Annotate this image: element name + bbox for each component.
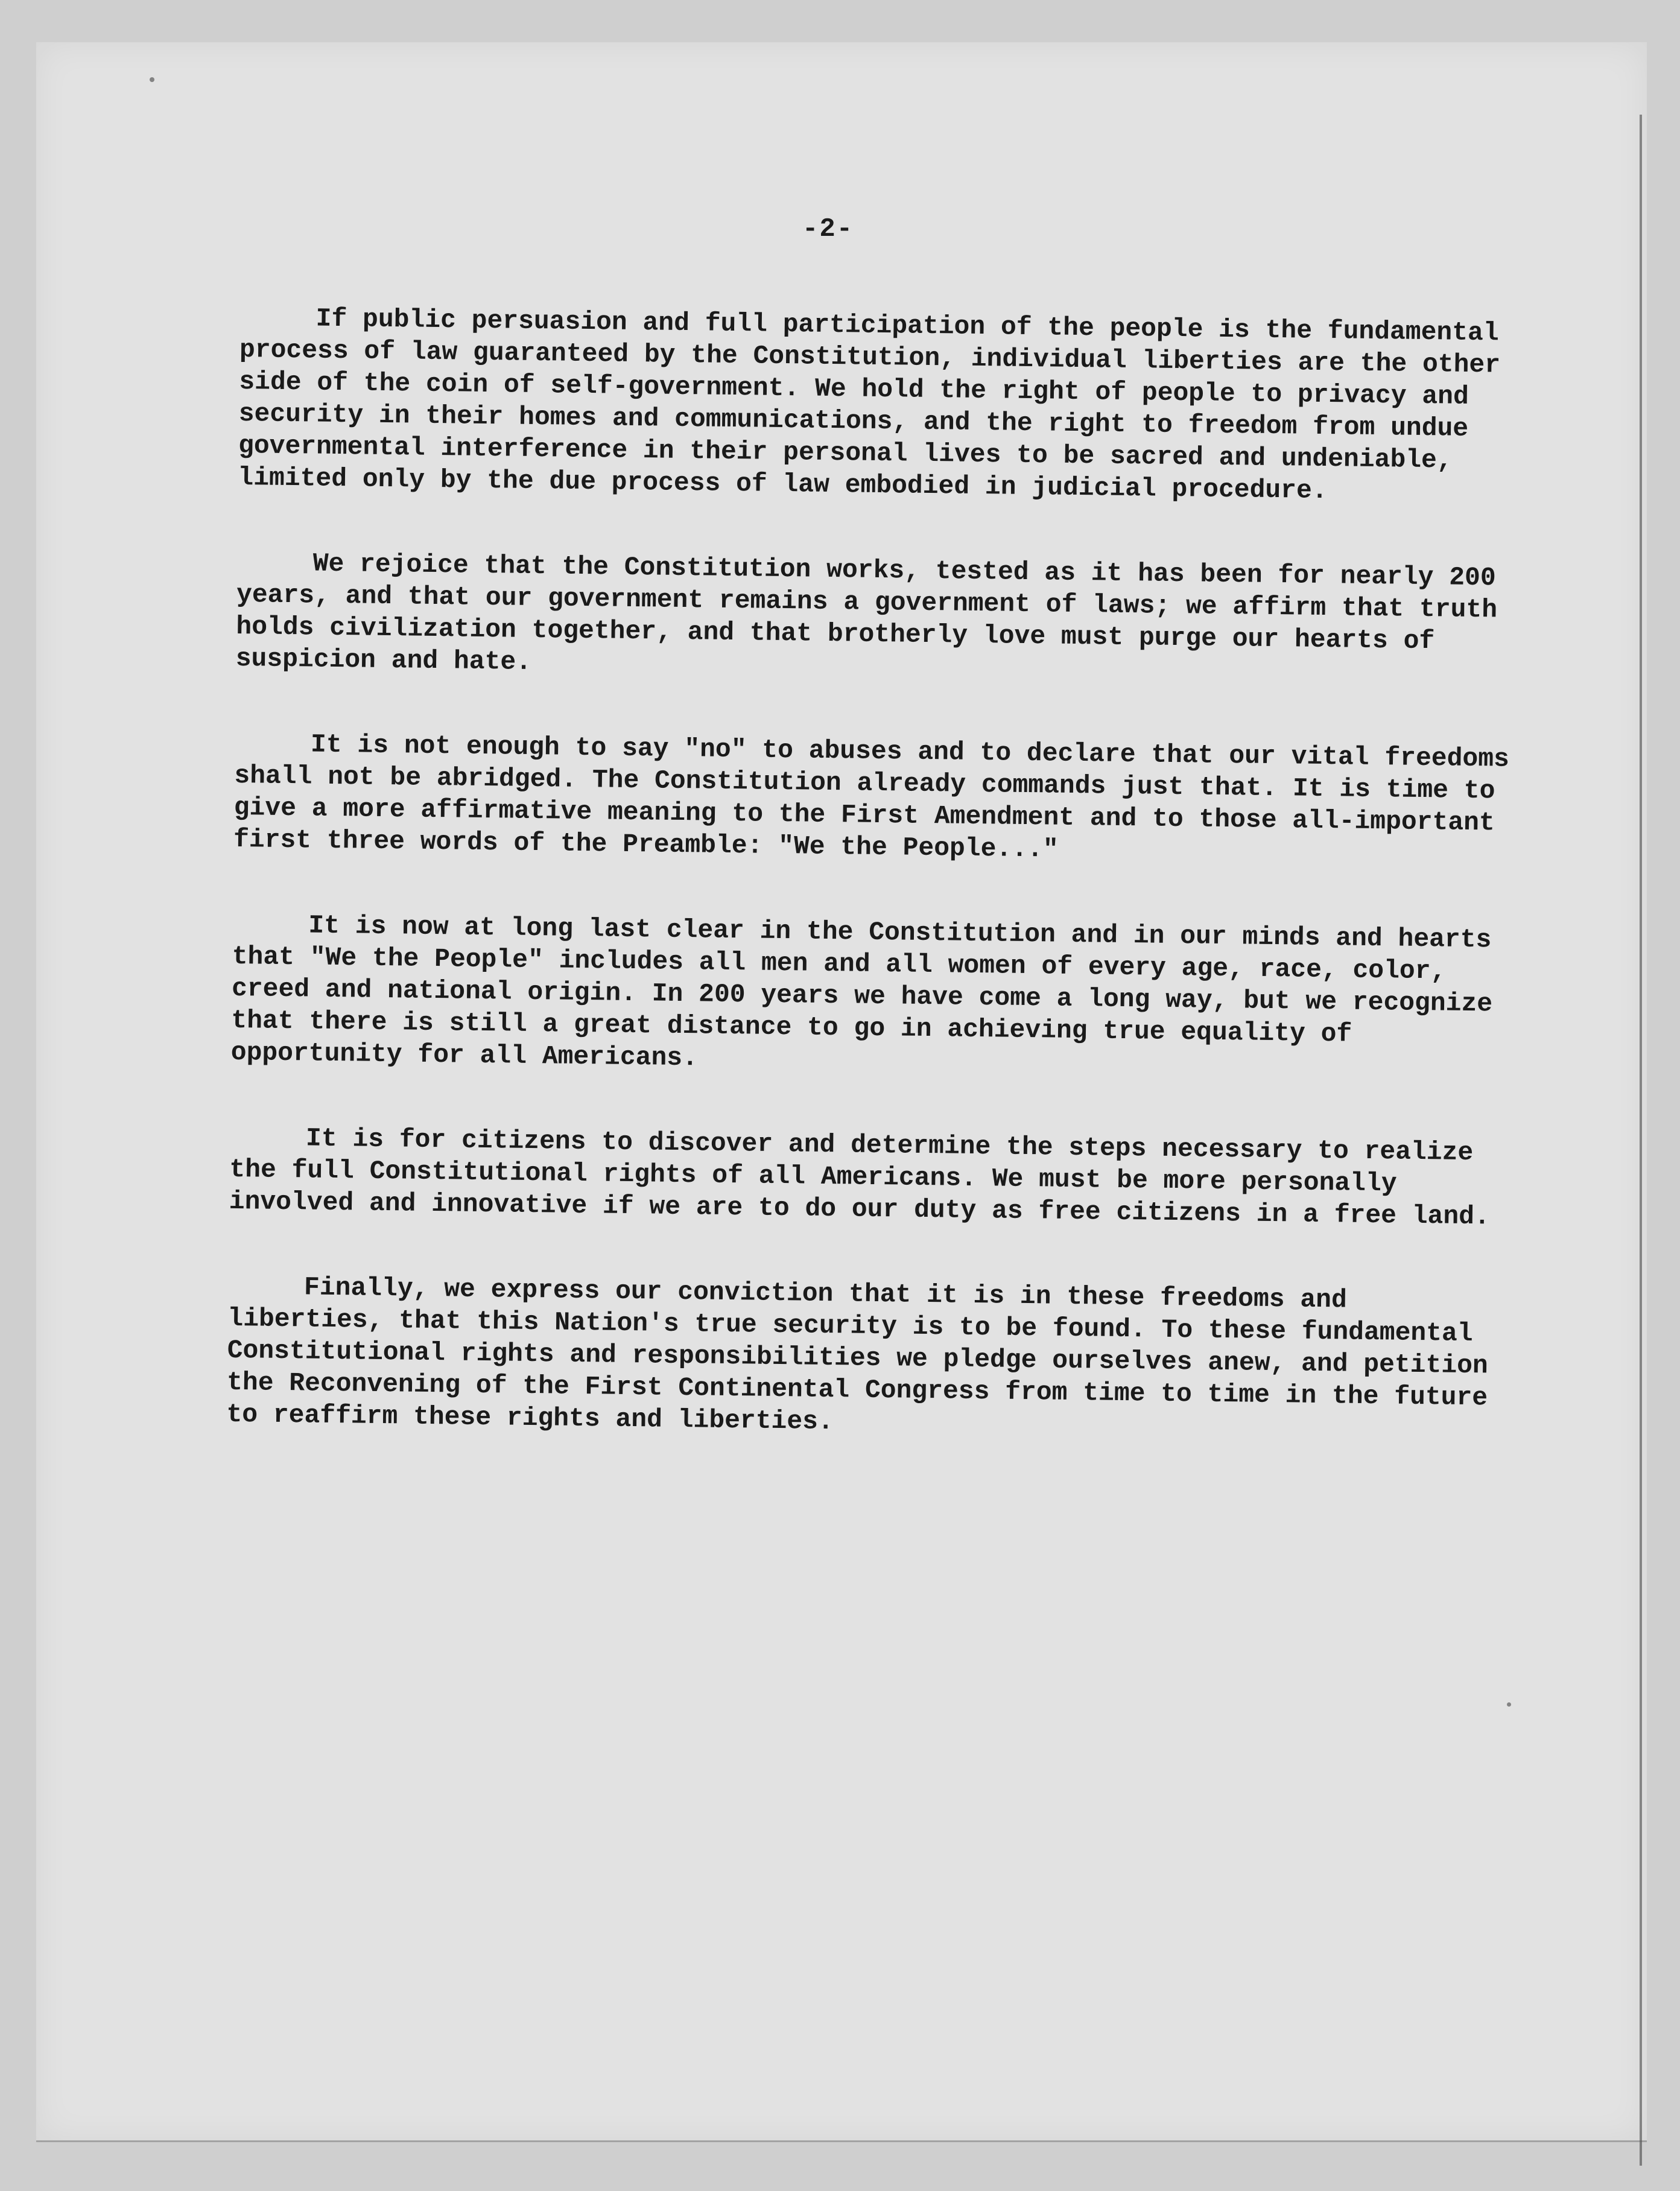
page-edge-right <box>1640 115 1642 2166</box>
paragraph-first-amendment: It is not enough to say "no" to abuses and to declare that our vital freedoms shall not be abridged. The Constitution already commands just that. It is time to give a more affirmative meaning to the First Amendment and to those all-important first three words of the Preamble: "We the People..." <box>233 729 1510 864</box>
speck <box>150 77 154 82</box>
paragraph-we-the-people: It is now at long last clear in the Constitution and in our minds and hearts that "We the People" includes all men and all women of every age, race, color, creed and national origin. In 200 years we have come a long way, but we recognize that there is still a great distance to go in achieving true equality of opportunity for all Americans. <box>230 910 1493 1073</box>
paragraph-constitution-works: We rejoice that the Constitution works, tested as it has been for nearly 200 years, and that our government remains a government of laws; we affirm that truth holds civilization together, and that brotherly love must purge our hearts of suspicion and hate. <box>235 548 1498 677</box>
page-edge-bottom <box>36 2140 1647 2142</box>
page-number: -2- <box>802 214 854 244</box>
paragraph-conclusion: Finally, we express our conviction that it is in these freedoms and liberties, that this Nation's true security is to be found. To these fundamental Constitutional rights and responsibilities we pledge ourselves anew, and petition the Reconvening of the First Continental Congress from time to time in the future to reaffirm these rights and liberties. <box>226 1272 1489 1437</box>
body-text <box>226 302 1519 1499</box>
paragraph-privacy: If public persuasion and full participation of the people is the fundamental process of law guaranteed by the Constitution, individual liberties are the other side of the coin of self-government. We hold the right of people to privacy and security in their homes and communications, and the right to freedom from undue governmental interference in their personal lives to be sacred and undeniable, limited only by the due process of law embodied in judicial procedure. <box>238 303 1501 506</box>
speck <box>1507 1702 1511 1707</box>
paragraph-citizens-duty: It is for citizens to discover and determine the steps necessary to realize the full Constitutional rights of all Americans. We must be more personally involved and innovative if we are to do our duty as free citizens in a free land. <box>229 1123 1491 1232</box>
